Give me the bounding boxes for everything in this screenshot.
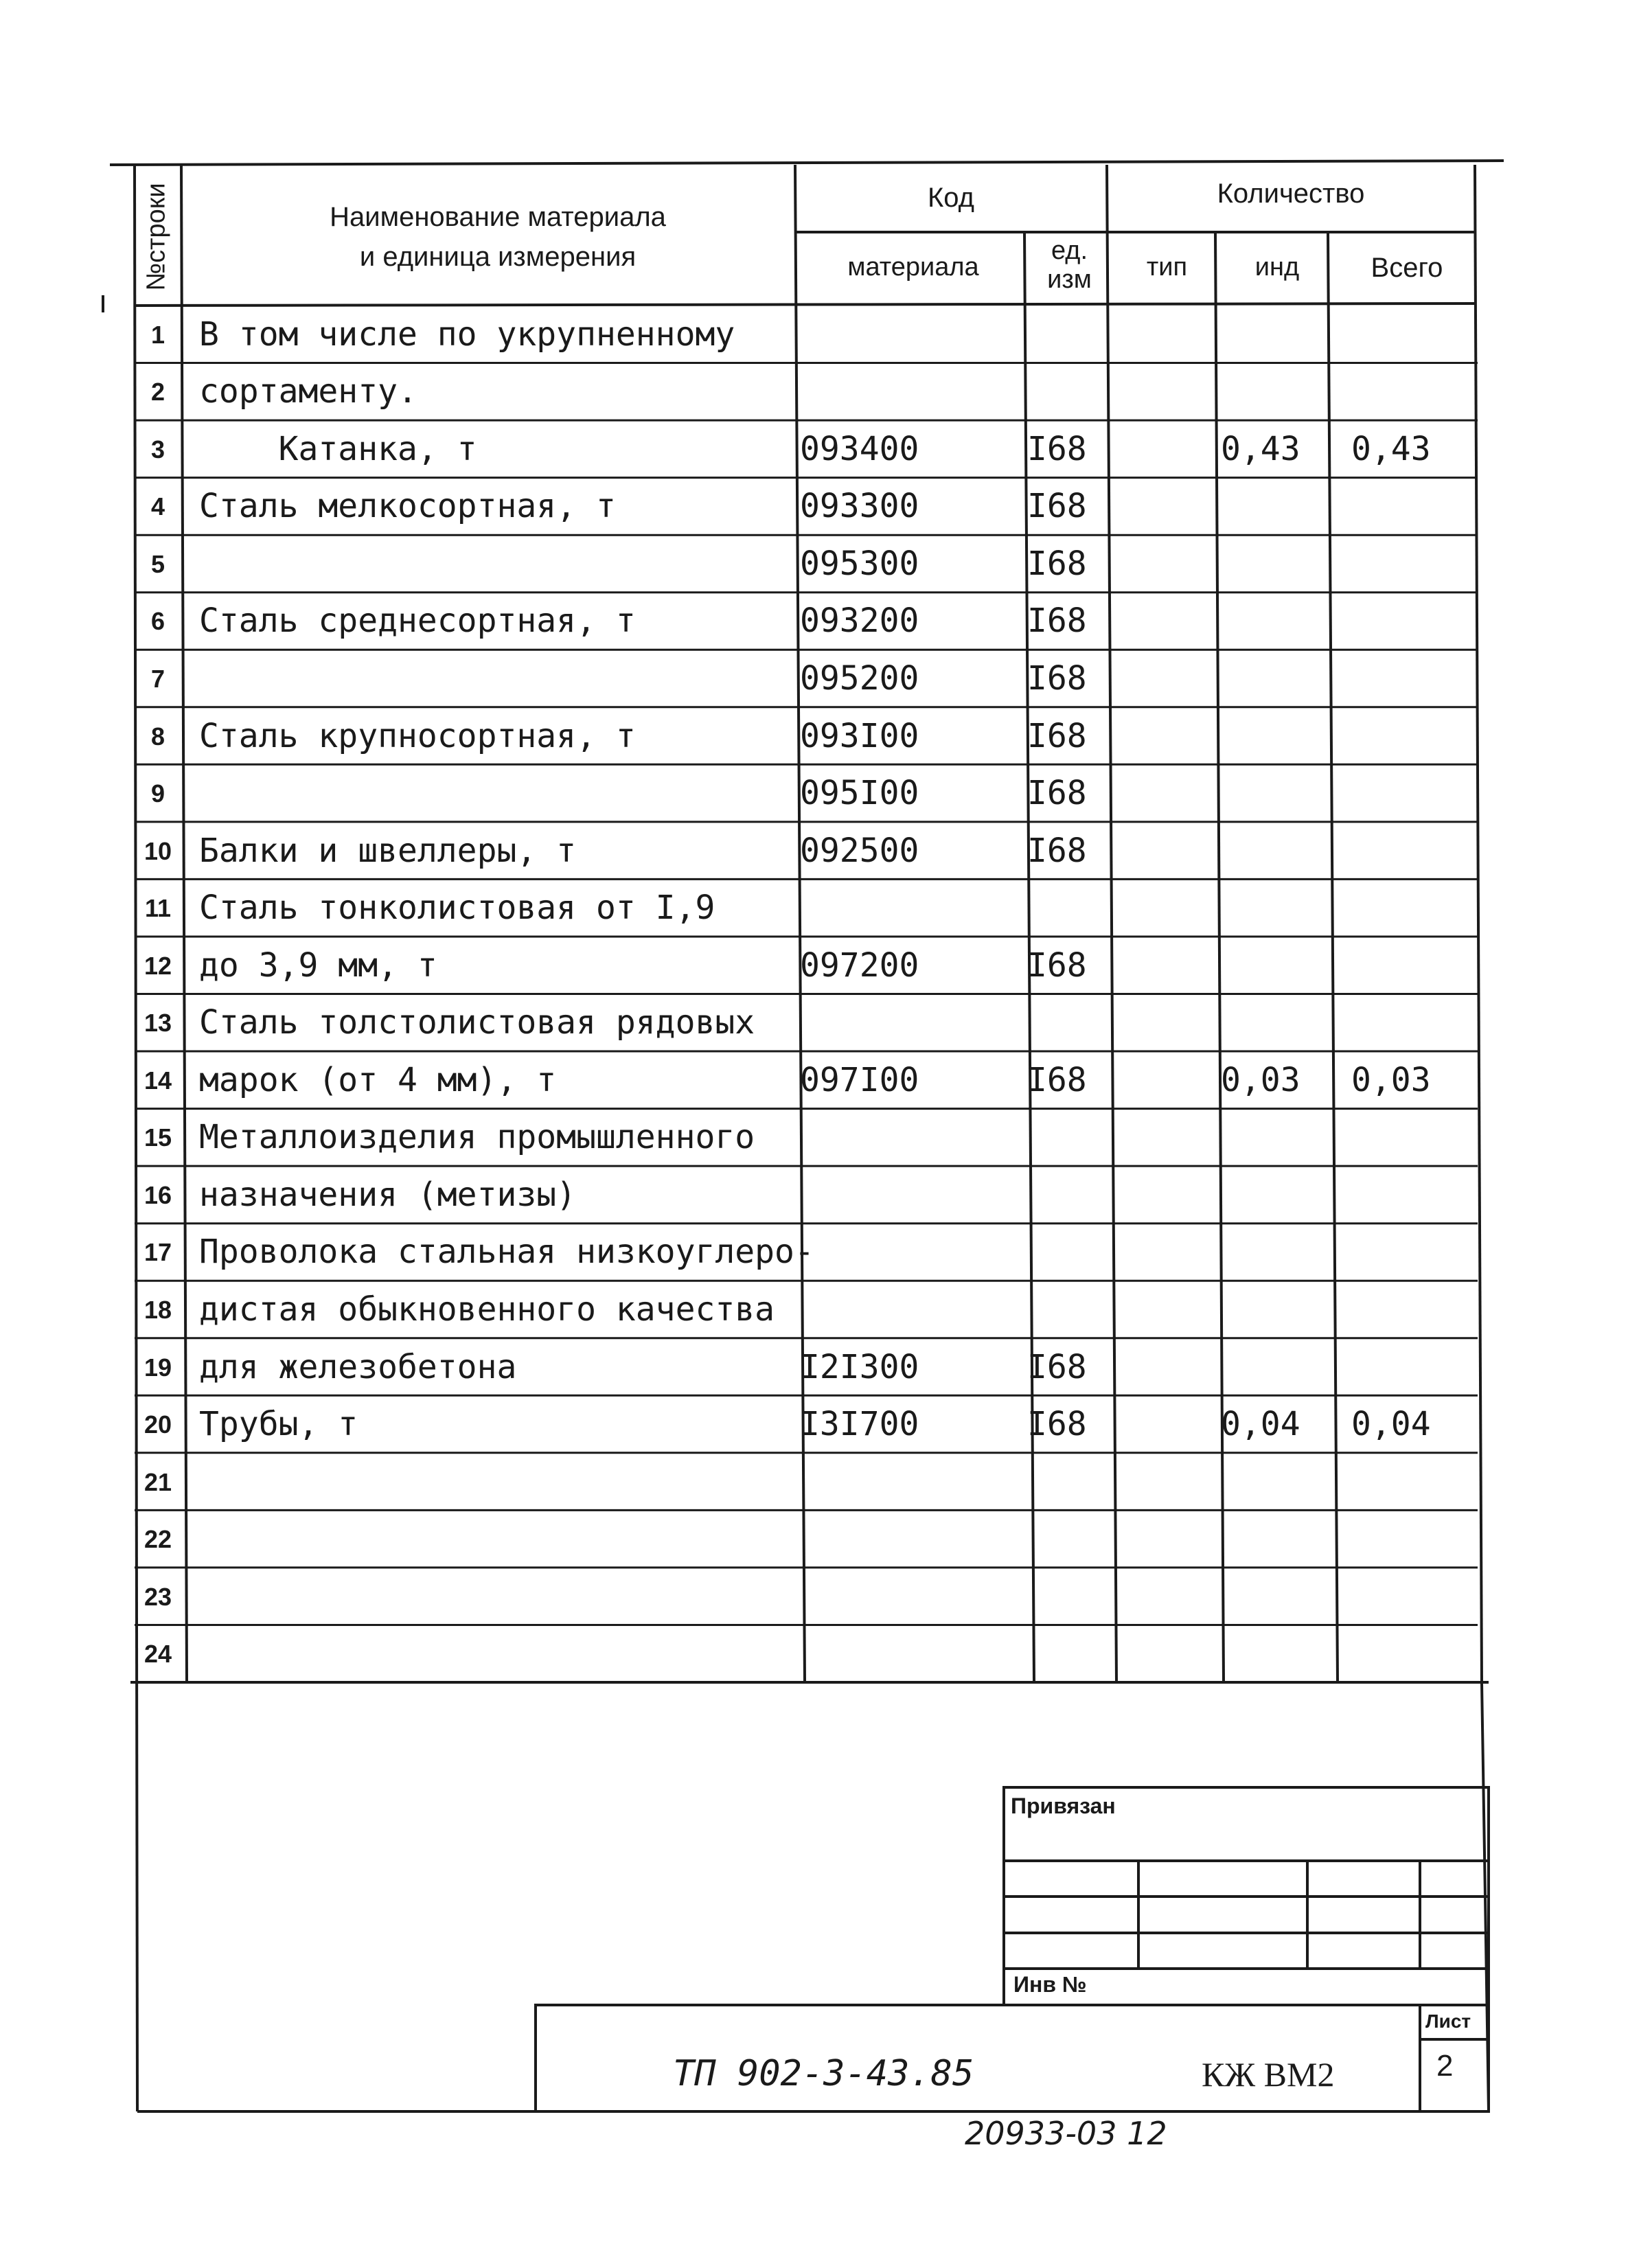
row-number: 7 [150, 665, 165, 694]
document-mark: КЖ ВМ2 [1202, 2055, 1335, 2094]
row-number: 2 [150, 378, 165, 406]
row-name: марок (от 4 мм), т [199, 1060, 557, 1099]
row-number: 22 [144, 1525, 172, 1554]
row-name: сортаменту. [199, 372, 417, 411]
row-number: 24 [144, 1640, 172, 1669]
row-unit: I68 [1027, 774, 1087, 813]
row-number: 18 [144, 1295, 172, 1324]
row-unit: I68 [1027, 602, 1087, 641]
row-code: 097200 [800, 946, 919, 985]
row-code: 092500 [800, 831, 919, 870]
row-name: Сталь мелкосортная, т [199, 487, 616, 526]
row-total: 0,43 [1351, 429, 1431, 468]
row-name: для железобетона [199, 1347, 517, 1386]
unit-header-line2: изм [1047, 265, 1092, 294]
row-number: 3 [150, 435, 165, 463]
row-number: 19 [144, 1353, 172, 1382]
quantity-group-header: Количество [1217, 179, 1365, 209]
name-header-line1: Наименование материала [330, 202, 666, 232]
row-number: 11 [144, 894, 172, 923]
row-number: 12 [144, 951, 172, 980]
row-number: 13 [144, 1009, 172, 1038]
row-name: В том числе по укрупненному [199, 314, 735, 354]
row-name: дистая обыкновенного качества [199, 1290, 775, 1329]
archive-number: 20933-03 12 [965, 2115, 1167, 2152]
row-code: 097I00 [800, 1060, 919, 1099]
sheet-label: Лист [1425, 2011, 1471, 2032]
total-header: Всего [1371, 253, 1443, 283]
code-group-header: Код [927, 183, 974, 213]
row-unit: I68 [1027, 659, 1087, 698]
row-name: Сталь тонколистовая от I,9 [199, 889, 715, 928]
row-code: 095200 [800, 659, 919, 698]
row-name: до 3,9 мм, т [199, 946, 437, 985]
row-name: Металлоизделия промышленного [199, 1118, 755, 1157]
row-total: 0,03 [1351, 1060, 1431, 1099]
row-code: 093I00 [800, 716, 919, 755]
row-name: Сталь толстолистовая рядовых [199, 1003, 755, 1042]
document-code: ТП 902-3-43.85 [673, 2053, 974, 2094]
row-name: Проволока стальная низкоуглеро- [199, 1233, 814, 1272]
row-unit: I68 [1027, 1060, 1087, 1099]
row-name: Катанка, т [199, 429, 477, 468]
row-name: Трубы, т [199, 1405, 358, 1444]
sheet-number: 2 [1436, 2049, 1454, 2083]
row-unit: I68 [1027, 1347, 1087, 1386]
row-code: 095300 [800, 544, 919, 583]
row-name: Сталь крупносортная, т [199, 716, 636, 755]
row-number: 15 [144, 1123, 172, 1152]
row-unit: I68 [1027, 831, 1087, 870]
row-code: I2I300 [800, 1347, 919, 1386]
row-unit: I68 [1027, 544, 1087, 583]
row-unit: I68 [1027, 487, 1087, 526]
row-unit: I68 [1027, 1405, 1087, 1444]
row-number: 6 [150, 607, 165, 636]
row-code: I3I700 [800, 1405, 919, 1444]
code-material-header: материала [847, 253, 979, 282]
row-code: 093400 [800, 429, 919, 468]
row-number: 16 [144, 1180, 172, 1209]
row-number: 8 [150, 722, 165, 751]
row-number: 9 [150, 779, 165, 808]
row-number: 5 [150, 549, 165, 578]
row-unit: I68 [1027, 429, 1087, 468]
row-number: 1 [150, 320, 165, 349]
inventory-label: Инв № [1013, 1972, 1087, 1997]
row-unit: I68 [1027, 716, 1087, 755]
row-unit: I68 [1027, 946, 1087, 985]
type-header: тип [1146, 253, 1188, 282]
row-code: 093300 [800, 487, 919, 526]
row-number-header: №строки [141, 183, 171, 291]
unit-header-line1: ед. [1051, 236, 1088, 265]
name-header-line2: и единица измерения [359, 242, 637, 272]
row-code: 095I00 [800, 774, 919, 813]
row-number: 20 [144, 1410, 172, 1439]
row-ind: 0,43 [1221, 429, 1300, 468]
row-name: Сталь среднесортная, т [199, 602, 636, 641]
row-name: Балки и швеллеры, т [199, 831, 577, 870]
row-number: 10 [144, 836, 172, 865]
attached-label: Привязан [1011, 1794, 1116, 1818]
row-name: назначения (метизы) [199, 1175, 577, 1214]
row-number: 4 [150, 492, 165, 521]
row-total: 0,04 [1351, 1405, 1431, 1444]
row-number: 23 [144, 1582, 172, 1611]
row-code: 093200 [800, 602, 919, 641]
row-ind: 0,04 [1221, 1405, 1300, 1444]
row-number: 14 [144, 1066, 172, 1095]
row-number: 21 [144, 1467, 172, 1496]
row-ind: 0,03 [1221, 1060, 1300, 1099]
ind-header: инд [1254, 253, 1300, 282]
row-number: 17 [144, 1238, 172, 1267]
